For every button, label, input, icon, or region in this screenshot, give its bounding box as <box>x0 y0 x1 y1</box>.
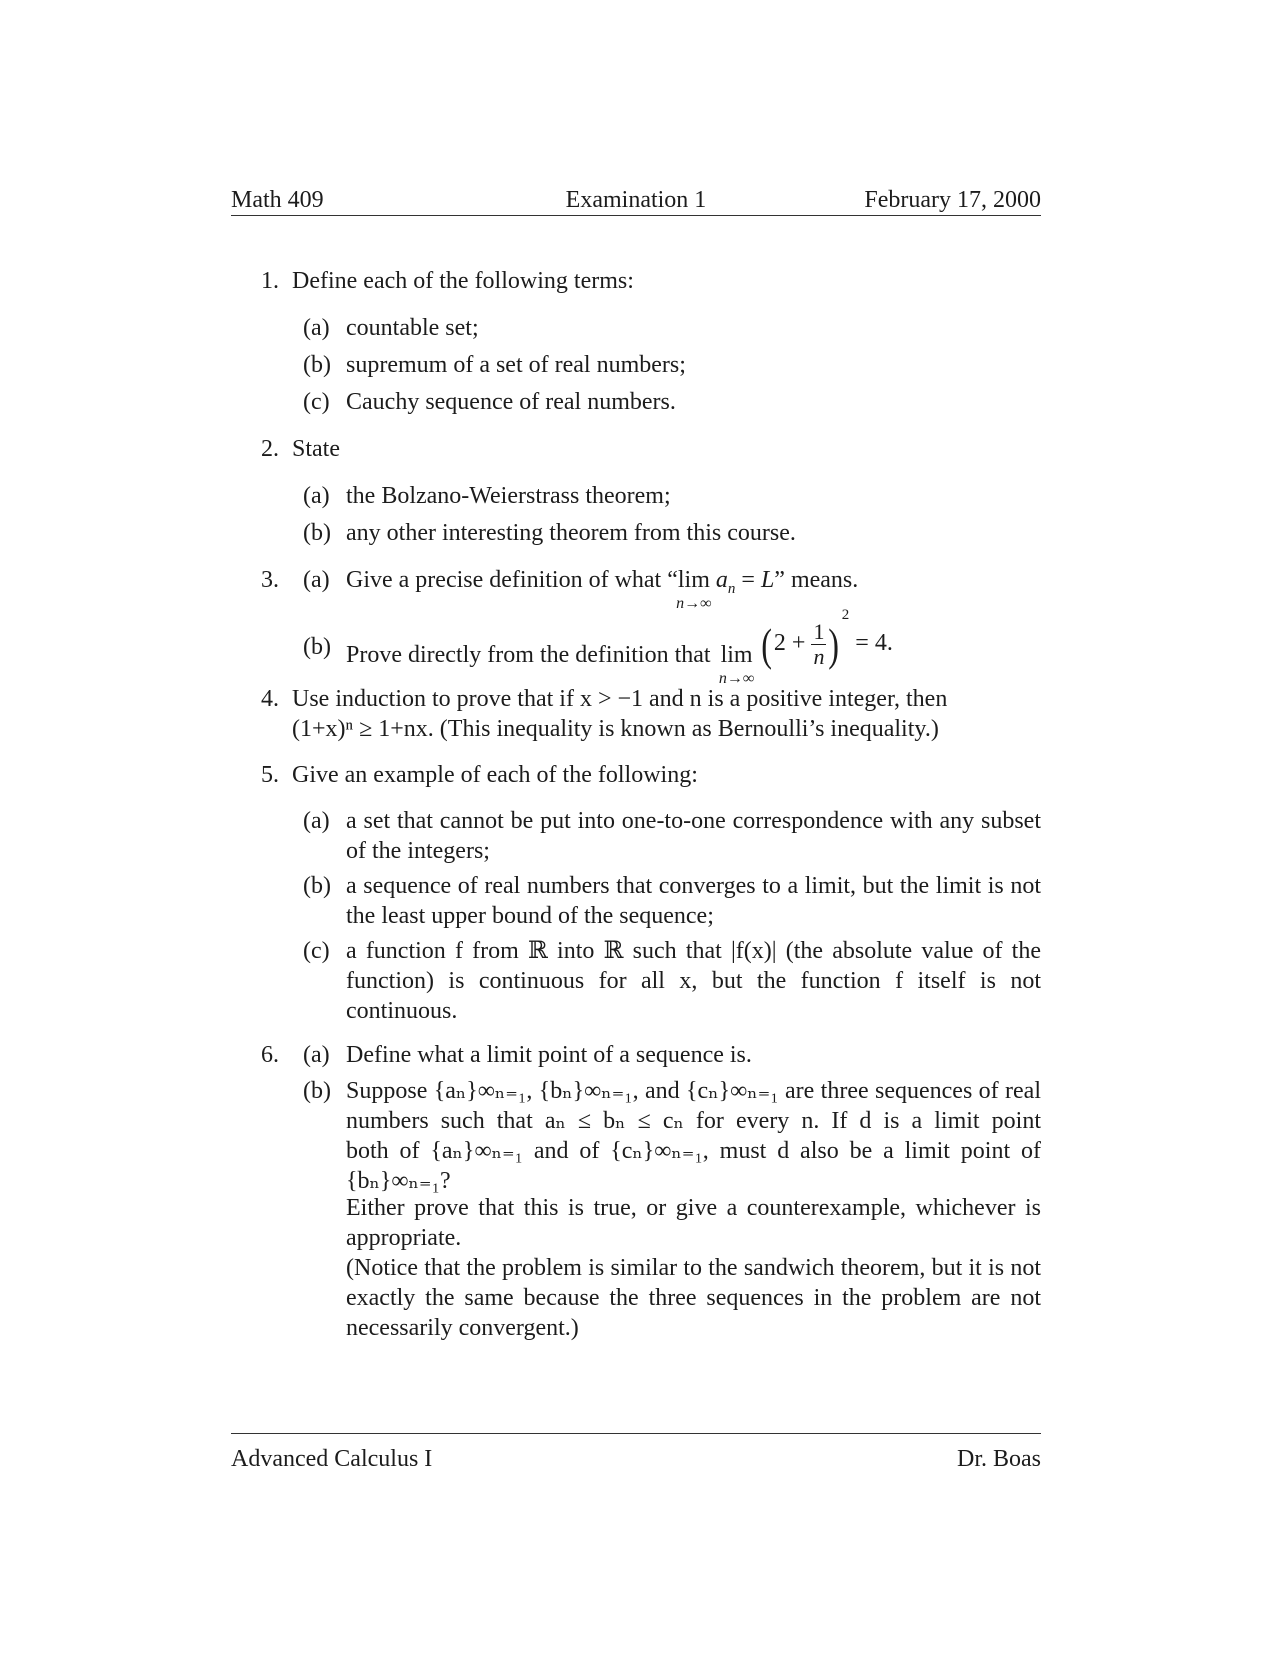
item-text: Prove directly from the definition that lim n→∞ (2 + $\frac{1}{n}$ )$^2$ = 4. <box>346 620 1041 669</box>
question-number: 3. <box>261 567 279 593</box>
item-label: (b) <box>303 1078 331 1104</box>
page-header <box>231 185 1041 216</box>
exam-date: February 17, 2000 <box>864 187 1041 213</box>
q3a-text-after: ” means. <box>774 567 859 593</box>
item-text: a function f from ℝ into ℝ such that |f(x)| (the absolute value of the function) is continuous for all x, but the function f itself is not continuous. <box>346 938 1041 1024</box>
item-label: (a) <box>303 1042 330 1068</box>
limit-expression <box>676 565 712 612</box>
item-label: (b) <box>303 873 331 899</box>
question-text: State <box>292 436 340 462</box>
exam-title: Examination 1 <box>565 187 707 213</box>
left-paren: ( <box>760 618 772 670</box>
limit-expression <box>718 640 755 688</box>
item-label: (a) <box>303 808 330 834</box>
question-number: 1. <box>261 268 279 294</box>
instructor-name: Dr. Boas <box>957 1446 1041 1472</box>
lim-operator: lim <box>677 567 710 593</box>
lim-subscript: n→∞ <box>676 595 712 612</box>
item-text: Define what a limit point of a sequence is. <box>346 1042 752 1068</box>
q3a-text-before: Give a precise definition of what “ <box>346 567 678 593</box>
item-text-line-2: numbers such that aₙ ≤ bₙ ≤ cₙ for every n. If d is a limit point <box>346 1108 1041 1134</box>
item-text: the Bolzano-Weierstrass theorem; <box>346 483 671 509</box>
lim-subscript: n→∞ <box>718 670 755 688</box>
item-text: a sequence of real numbers that converges to a limit, but the limit is not the least upper bound of the sequence; <box>346 873 1041 929</box>
item-label: (c) <box>303 389 330 415</box>
item-label: (b) <box>303 634 331 660</box>
item-text: a set that cannot be put into one-to-one correspondence with any subset of the integers; <box>346 808 1041 864</box>
question-text-line-1: Use induction to prove that if x > −1 and n is a positive integer, then <box>292 686 948 712</box>
question-number: 5. <box>261 762 279 788</box>
item-paragraph-3: (Notice that the problem is similar to the sandwich theorem, but it is not exactly the same because the three sequences in the problem are not necessarily convergent.) <box>346 1255 1041 1341</box>
item-label: (b) <box>303 352 331 378</box>
item-text-line-4: {bₙ}∞ₙ₌₁? <box>346 1168 451 1194</box>
item-label: (c) <box>303 938 330 964</box>
item-text-line-1: Suppose {aₙ}∞ₙ₌₁, {bₙ}∞ₙ₌₁, and {cₙ}∞ₙ₌₁ are three sequences of real <box>346 1078 1041 1104</box>
item-label: (a) <box>303 315 330 341</box>
item-label: (a) <box>303 483 330 509</box>
item-label: (a) <box>303 567 330 593</box>
item-text: Cauchy sequence of real numbers. <box>346 389 676 415</box>
page-footer <box>231 1433 1041 1474</box>
item-text: Give a precise definition of what “lim n→∞ $a_n = L$” means. <box>346 565 1041 604</box>
course-number: Math 409 <box>231 187 324 213</box>
q3b-text: Prove directly from the definition that <box>346 642 711 669</box>
question-text: Give an example of each of the following: <box>292 762 698 788</box>
item-text: countable set; <box>346 315 479 341</box>
item-text: supremum of a set of real numbers; <box>346 352 686 378</box>
item-paragraph-2: Either prove that this is true, or give a counterexample, whichever is appropriate. <box>346 1195 1041 1251</box>
item-label: (b) <box>303 520 331 546</box>
right-paren: ) <box>828 618 840 670</box>
question-number: 6. <box>261 1042 279 1068</box>
fraction: $\frac{1}{n}$ <box>813 619 825 669</box>
item-text-line-3: both of {aₙ}∞ₙ₌₁ and of {cₙ}∞ₙ₌₁, must d also be a limit point of <box>346 1138 1041 1164</box>
question-number: 2. <box>261 436 279 462</box>
question-number: 4. <box>261 686 279 712</box>
lim-operator: lim <box>720 642 753 669</box>
course-name: Advanced Calculus I <box>231 1446 433 1472</box>
question-text-line-2: (1+x)ⁿ ≥ 1+nx. (This inequality is known as Bernoulli’s inequality.) <box>292 716 939 742</box>
question-text: Define each of the following terms: <box>292 268 634 294</box>
item-text: any other interesting theorem from this course. <box>346 520 796 546</box>
